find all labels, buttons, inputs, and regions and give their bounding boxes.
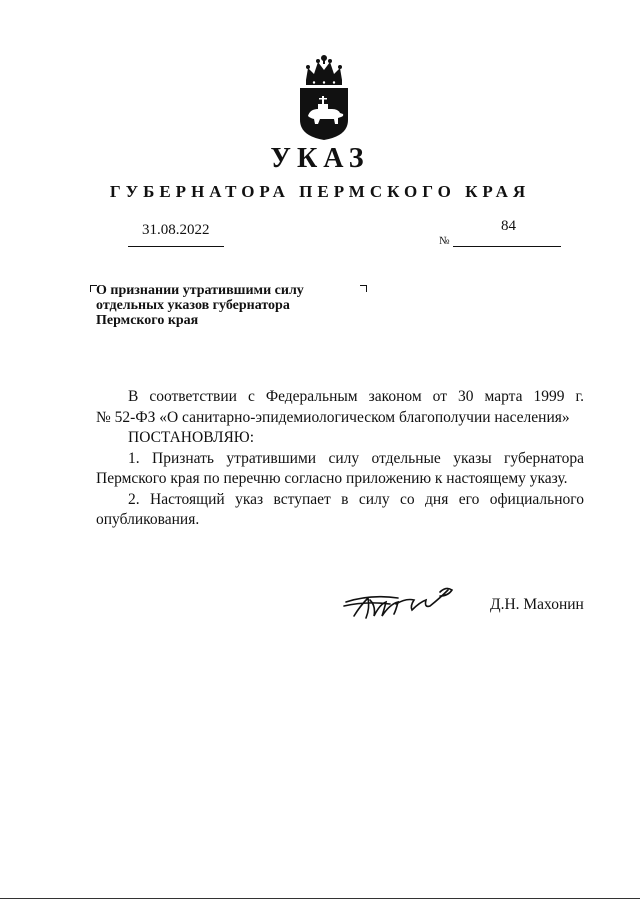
number-sign: № (439, 235, 450, 247)
document-date: 31.08.2022 (142, 222, 210, 238)
subject-line: О признании утратившими силу (96, 283, 304, 298)
item-2-line: 2. Настоящий указ вступает в силу со дня его официального (128, 490, 584, 508)
decree-word: ПОСТАНОВЛЯЮ: (128, 429, 255, 446)
subject-line: отдельных указов губернатора (96, 298, 290, 313)
signature-icon (340, 580, 460, 630)
document-title: УКАЗ (270, 143, 370, 174)
item-2-line: опубликования. (96, 511, 200, 528)
item-1-line: 1. Признать утратившими силу отдельные указы губернатора (128, 449, 584, 467)
date-field (128, 222, 224, 247)
item-1-line: Пермского края по перечню согласно приложению к настоящему указу. (96, 470, 568, 487)
page-bottom-edge (0, 898, 640, 899)
subject-line: Пермского края (96, 313, 199, 328)
number-field (453, 218, 561, 247)
document-body (96, 387, 584, 531)
subject-heading (96, 283, 346, 328)
coat-of-arms-icon (296, 52, 352, 142)
preamble-line: № 52-ФЗ «О санитарно-эпидемиологическом благополучии населения» (96, 408, 570, 426)
document-subtitle: ГУБЕРНАТОРА ПЕРМСКОГО КРАЯ (109, 182, 531, 201)
document-number: 84 (501, 218, 516, 234)
signer-name: Д.Н. Махонин (490, 596, 584, 613)
preamble-line: В соответствии с Федеральным законом от 30 марта 1999 г. (128, 388, 584, 405)
subject-bracket-right (360, 285, 367, 292)
